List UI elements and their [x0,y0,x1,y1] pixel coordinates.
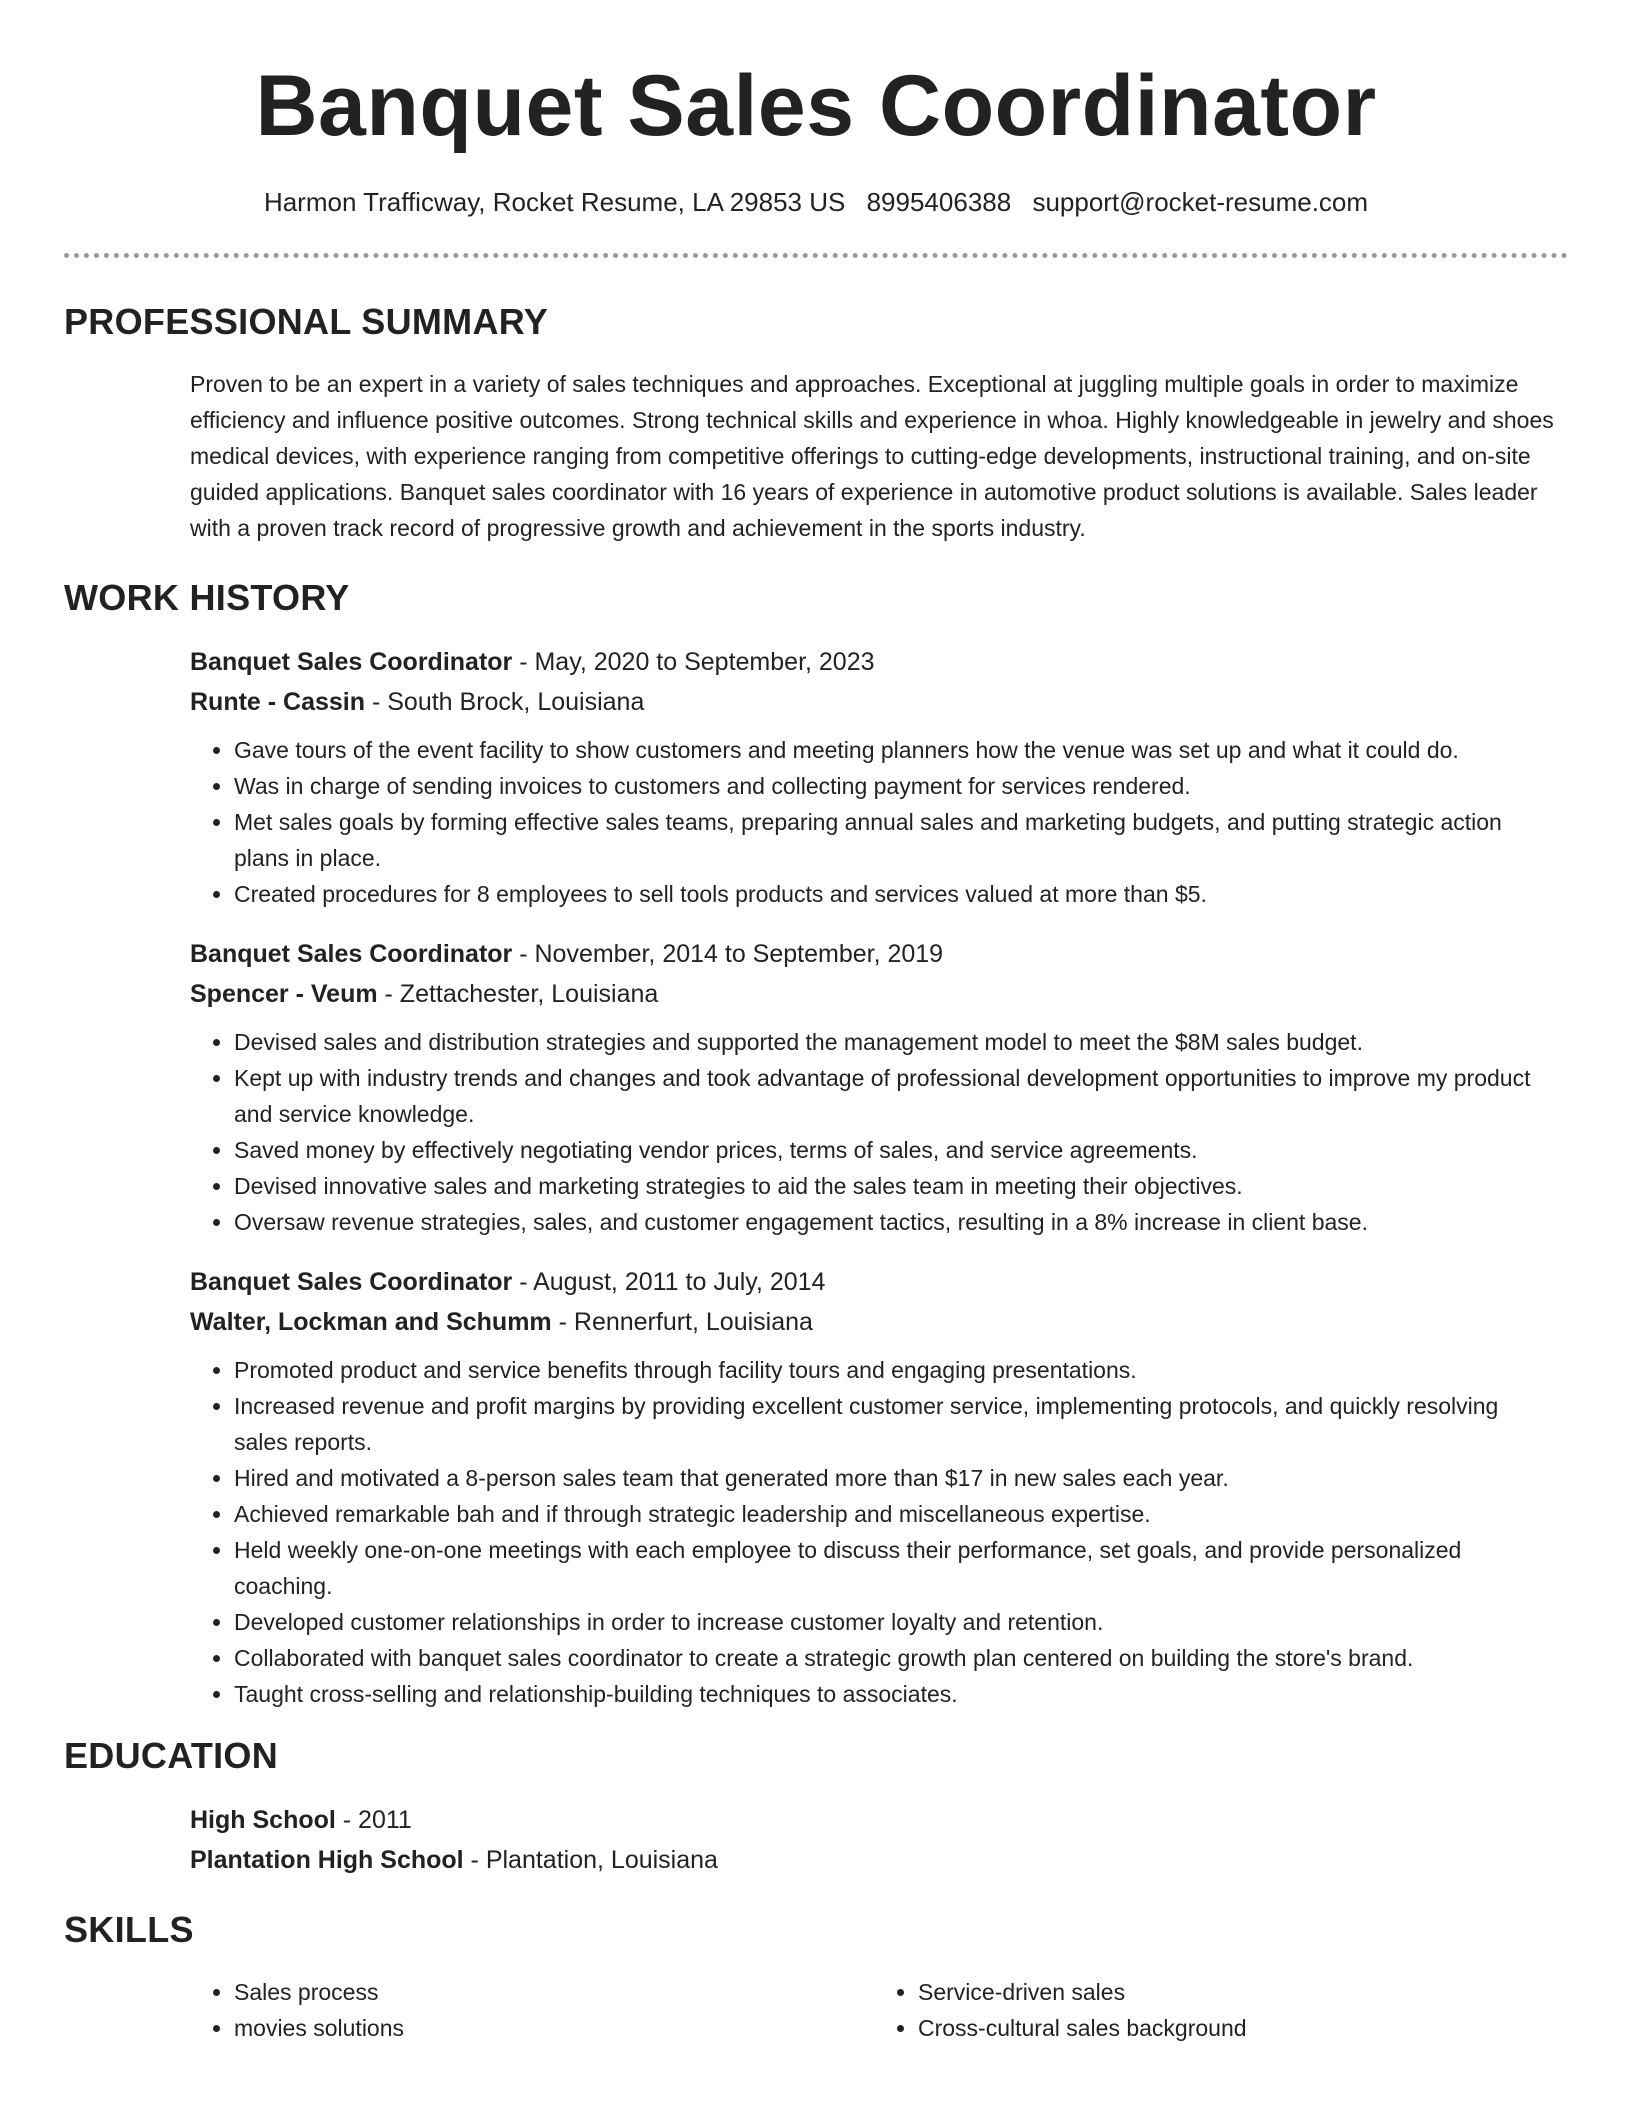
job-entry [190,1262,1558,1712]
job-bullets [190,1024,1558,1240]
jobs-list [190,642,1558,1712]
summary-heading: PROFESSIONAL SUMMARY [64,301,549,342]
job-dates: - November, 2014 to September, 2019 [512,940,944,968]
job-title-line [190,1262,1558,1302]
job-bullet: • Oversaw revenue strategies, sales, and customer engagement tactics, resulting in a 8% increase in client base. [234,1204,1558,1240]
skills-section [64,1908,1568,2046]
education-degree-line [190,1800,1558,1840]
job-bullet: • Promoted product and service benefits through facility tours and engaging presentations. [234,1352,1558,1388]
job-dates: - August, 2011 to July, 2014 [512,1268,826,1296]
contact-address: Harmon Trafficway, Rocket Resume, LA 29853 US [263,187,846,217]
job-bullet: • Collaborated with banquet sales coordinator to create a strategic growth plan centered on building the store's brand. [234,1640,1558,1676]
job-bullet: • Hired and motivated a 8-person sales team that generated more than $17 in new sales each year. [234,1460,1558,1496]
skill-item: • Sales process [234,1974,874,2010]
skill-item: • movies solutions [234,2010,874,2046]
education-school-line [190,1840,1558,1880]
job-company: Spencer - Veum [190,980,378,1008]
summary-section [64,300,1568,546]
candidate-name: Banquet Sales Coordinator [255,58,1377,154]
job-role: Banquet Sales Coordinator [190,940,513,968]
job-company: Runte - Cassin [190,688,366,716]
skills-grid [190,1974,1558,2046]
resume-header [64,0,1568,220]
job-company-line [190,682,1558,722]
job-location: - South Brock, Louisiana [365,688,645,716]
job-entry [190,934,1558,1240]
skills-column-left [190,1974,874,2046]
education-location: - Plantation, Louisiana [463,1846,718,1874]
job-bullet: • Held weekly one-on-one meetings with each employee to discuss their performance, set goals, and provide personalized coaching. [234,1532,1558,1604]
job-bullet: • Kept up with industry trends and changes and took advantage of professional development opportunities to improve my product and service knowledge. [234,1060,1558,1132]
job-location: - Rennerfurt, Louisiana [551,1308,813,1336]
education-degree: High School [190,1806,336,1834]
education-heading: EDUCATION [64,1735,279,1776]
job-title-line [190,934,1558,974]
job-bullet: • Was in charge of sending invoices to customers and collecting payment for services rendered. [234,768,1558,804]
skills-heading: SKILLS [64,1909,194,1950]
job-bullet: • Achieved remarkable bah and if through strategic leadership and miscellaneous expertise. [234,1496,1558,1532]
work-history-heading: WORK HISTORY [64,577,350,618]
contact-phone: 8995406388 [866,187,1012,217]
job-bullet: • Saved money by effectively negotiating vendor prices, terms of sales, and service agreements. [234,1132,1558,1168]
job-company-line [190,1302,1558,1342]
job-bullet: • Met sales goals by forming effective sales teams, preparing annual sales and marketing budgets, and putting strategic action plans in place. [234,804,1558,876]
job-company-line [190,974,1558,1014]
job-bullet: • Gave tours of the event facility to show customers and meeting planners how the venue was set up and what it could do. [234,732,1558,768]
contact-line [64,184,1568,220]
job-entry [190,642,1558,912]
job-bullet: • Devised innovative sales and marketing strategies to aid the sales team in meeting their objectives. [234,1168,1558,1204]
job-bullet: • Taught cross-selling and relationship-building techniques to associates. [234,1676,1558,1712]
skill-item: • Cross-cultural sales background [918,2010,1558,2046]
work-history-section [64,576,1568,1712]
skills-column-right [874,1974,1558,2046]
job-bullets [190,1352,1558,1712]
job-bullet: • Devised sales and distribution strategies and supported the management model to meet the $8M sales budget. [234,1024,1558,1060]
education-year: - 2011 [335,1806,412,1834]
job-bullet: • Developed customer relationships in order to increase customer loyalty and retention. [234,1604,1558,1640]
contact-email: support@rocket-resume.com [1032,187,1369,217]
header-divider [64,253,1568,258]
skill-item: • Service-driven sales [918,1974,1558,2010]
education-section [64,1734,1568,1880]
job-company: Walter, Lockman and Schumm [190,1308,552,1336]
summary-text: Proven to be an expert in a variety of sales techniques and approaches. Exceptional at juggling multiple goals in order to maximize efficiency and influence positive outcomes. Strong technical skills and experience in whoa. Highly knowledgeable in jewelry and shoes medical devices, with experience ranging from competitive offerings to cutting-edge developments, instructional training, and on-site guided applications. Banquet sales coordinator with 16 years of experience in automotive product solutions is available. Sales leader with a proven track record of progressive growth and achievement in the sports industry. [190,371,1554,541]
job-bullet: • Increased revenue and profit margins by providing excellent customer service, implementing protocols, and quickly resolving sales reports. [234,1388,1558,1460]
job-role: Banquet Sales Coordinator [190,648,513,676]
job-bullets [190,732,1558,912]
job-dates: - May, 2020 to September, 2023 [512,648,875,676]
job-title-line [190,642,1558,682]
job-bullet: • Created procedures for 8 employees to sell tools products and services valued at more than $5. [234,876,1558,912]
job-location: - Zettachester, Louisiana [377,980,659,1008]
job-role: Banquet Sales Coordinator [190,1268,513,1296]
education-school: Plantation High School [190,1846,464,1874]
